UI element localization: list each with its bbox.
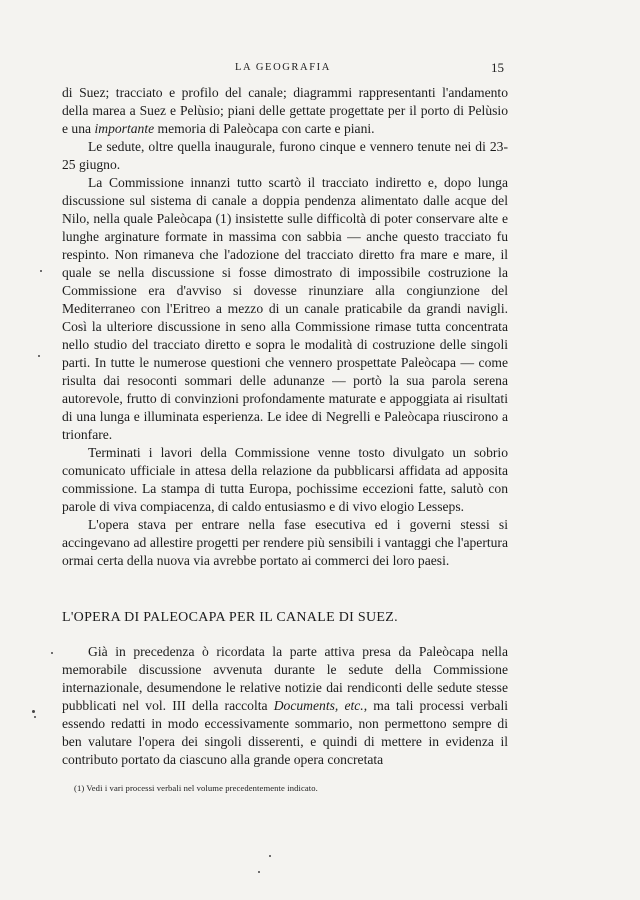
section-paragraph-text-b: , ma tali processi verbali essendo redatti in modo eccessivamente sommario, non permettono sempre di ben valutare l'opera dei singoli disserenti, e quindi di mettere in evidenza il contributo portato da ciascuno alla grande opera concretata (62, 698, 509, 767)
body-text (62, 84, 508, 570)
section-paragraph-1 (62, 643, 508, 769)
footnote: (1) Vedi i vari processi verbali nel volume precedentemente indicato. (74, 783, 318, 793)
paragraph-3: La Commissione innanzi tutto scartò il tracciato indiretto e, dopo lunga discussione sul sistema di canale a doppia pendenza alimentato dalle acque del Nilo, nella quale Paleòcapa (1) insistette sulle difficoltà di poter conservare alte e lunghe arginature formate in massima con sabbia — anche questo tracciato fu respinto. Non rimaneva che l'adozione del tracciato diretto fra mare e mare, il quale se nella discussione si fosse dimostrato di impossibile costruzione la Commissione era d'avviso si dovesse rinunziare alla congiunzione del Mediterraneo con l'Eritreo a mezzo di un canale praticabile da grandi navigli. Così la ulteriore discussione in seno alla Commissione rimase tutta concentrata nello studio del tracciato diretto e sopra le modalità di costruzione delle singoli parti. In tutte le numerose questioni che vennero prospettate Paleòcapa — come risulta dai resoconti sommari delle adunanze — portò la sua parola serena autorevole, frutto di convinzioni profondamente maturate e appoggiata ai risultati di una lunga e illuminata esperienza. Le idee di Negrelli e Paleòcapa riuscirono a trionfare. (62, 175, 508, 442)
paragraph-2: Le sedute, oltre quella inaugurale, furono cinque e vennero tenute nei di 23-25 giugno. (62, 139, 508, 172)
section-text (62, 643, 508, 769)
paragraph-4: Terminati i lavori della Commissione venne tosto divulgato un sobrio comunicato ufficiale in attesa della relazione da pubblicarsi affidata ad apposita commissione. La stampa di tutta Europa, pochissime eccezioni fatte, salutò con parole di viva compiacenza, di caldo entusiasmo e di vivo elogio Lesseps. (62, 445, 508, 514)
scan-speck (51, 652, 53, 654)
paragraph-1 (62, 84, 508, 138)
running-head (62, 62, 504, 78)
section-heading: L'OPERA DI PALEOCAPA PER IL CANALE DI SUEZ. (62, 610, 398, 625)
section-paragraph-text-a: Già in precedenza ò ricordata la parte attiva presa da Paleòcapa nella memorabile discussione avvenuta durante le sedute della Commissione internazionale, desumendone le relative notizie dai rendiconti delle sedute stesse pubblicati nel vol. III della raccolta (62, 644, 508, 713)
scan-speck (269, 855, 271, 857)
paragraph-5: L'opera stava per entrare nella fase esecutiva ed i governi stessi si accingevano ad allestire progetti per rendere più sensibili i vantaggi che l'apertura ormai certa della nuova via avrebbe portato ai commerci dei loro paesi. (62, 517, 508, 568)
section-paragraph-italic: Documents, etc. (273, 698, 364, 713)
paragraph-1-text-b: memoria di Paleòcapa con carte e piani. (154, 121, 375, 136)
running-title: LA GEOGRAFIA (235, 62, 331, 73)
scan-speck (38, 355, 40, 357)
scan-speck (32, 710, 35, 713)
scan-speck (258, 871, 260, 873)
scan-speck (34, 716, 36, 718)
paragraph-1-italic: importante (94, 121, 155, 136)
page-number: 15 (491, 60, 504, 75)
scan-speck (40, 270, 42, 272)
paragraph-1-text-a: di Suez; tracciato e profilo del canale; diagrammi rappresentanti l'andamento della marea a Suez e Pelùsio; piani delle gettate progettate per il porto di Pelùsio e una (62, 85, 508, 136)
